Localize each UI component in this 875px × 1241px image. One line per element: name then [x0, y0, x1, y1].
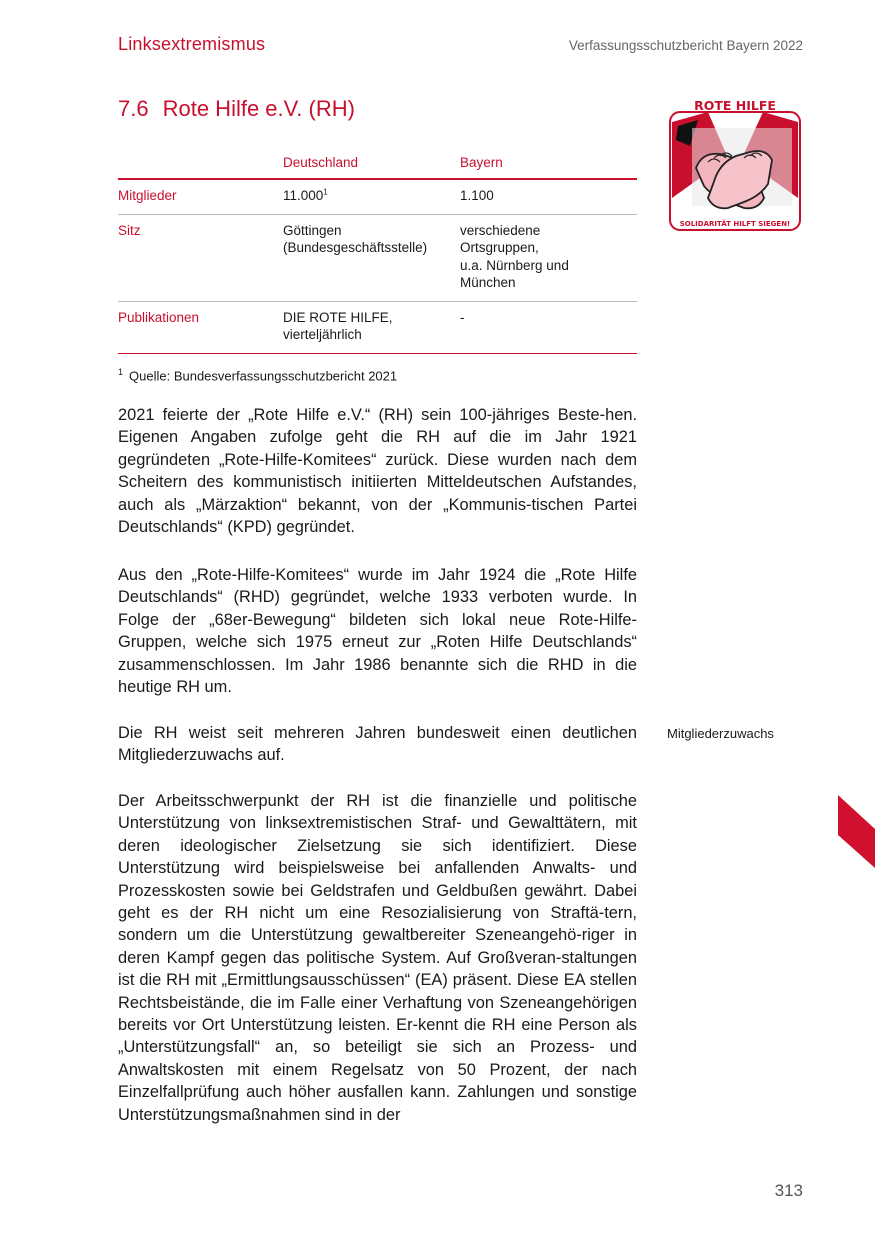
cell-deutschland: 11.000$^1$: [283, 179, 460, 214]
table-header-bayern: Bayern: [460, 152, 637, 179]
chapter-title: Linksextremismus: [118, 34, 266, 54]
section-title-text: Rote Hilfe e.V. (RH): [162, 96, 355, 121]
paragraph-membership: Die RH weist seit mehreren Jahren bundesweit einen deutlichen Mitgliederzuwachs auf.: [118, 724, 637, 765]
section-heading: [118, 96, 355, 122]
paragraph-activities: Der Arbeitsschwerpunkt der RH ist die finanzielle und politische Unterstützung von linksextremistischen Straf- und Gewalttätern, mit deren ideologischer Zielsetzung sie sich identifiziert. Diese Unterstützung wird beispielsweise bei anfallenden Anwalts- und Prozesskosten sowie bei Geldstrafen und Geldbußen gewährt. Dabei geht es der RH nicht um eine Resozialisierung von Straftä-tern, sondern um die Unterstützung gewaltbereiter Szeneangehö-riger in deren Kampf gegen das politische System. Auf Großveran-staltungen ist die RH mit „Ermittlungsausschüssen“ (EA) präsent. Diese EA stellen Rechtsbeistände, die im Falle einer Verhaftung von Szeneangehörigen bereits vor Ort Unterstützung leisten. Er-kennt die RH eine Person als „Unterstützungsfall“ an, so beteiligt sie sich an Prozess- und Anwaltskosten mit einem Regelsatz von 50 Prozent, der nach Einzelfallprüfung auch höher ausfallen kann. Zahlungen und sonstige Unterstützungsmaßnahmen sind in der: [118, 792, 637, 1124]
footnote-mark: 1: [118, 367, 124, 377]
chapter-edge-tab: [838, 795, 875, 868]
footnote: [118, 367, 397, 383]
table-header-empty: [118, 152, 283, 179]
cell-bayern: 1.100: [460, 179, 637, 214]
logo-bottom-text: SOLIDARITÄT HILFT SIEGEN!: [679, 220, 791, 228]
cell-deutschland: DIE ROTE HILFE, vierteljährlich: [283, 301, 460, 353]
cell-deutschland: Göttingen (Bundesgeschäftsstelle): [283, 214, 460, 301]
table-row-sitz: [118, 214, 637, 301]
footnote-text: Quelle: Bundesverfassungsschutzbericht 2021: [129, 368, 398, 384]
table-row-mitglieder: [118, 179, 637, 214]
section-number: 7.6: [118, 96, 149, 121]
row-label: Publikationen: [118, 301, 283, 353]
rote-hilfe-logo: [668, 98, 802, 232]
table-header-deutschland: Deutschland: [283, 152, 460, 179]
page-number: 313: [774, 1181, 803, 1200]
report-title: Verfassungsschutzbericht Bayern 2022: [568, 38, 803, 53]
cell-bayern: -: [460, 301, 637, 353]
footnote-ref: 1: [323, 187, 328, 197]
cell-bayern: verschiedene Ortsgruppen, u.a. Nürnberg und München: [460, 214, 637, 301]
organization-info-table: [118, 152, 637, 354]
paragraph-founding: Aus den „Rote-Hilfe-Komitees“ wurde im Jahr 1924 die „Rote Hilfe Deutschlands“ (RHD) gegründet, welche 1933 verboten wurde. In Folge der „68er-Bewegung“ bildeten sich lokal neue Rote-Hilfe-Gruppen, welche sich 1975 erneut zur „Roten Hilfe Deutschlands“ zusammenschlossen. Im Jahr 1986 benannte sich die RHD in die heutige RH um.: [118, 566, 637, 697]
row-label: Mitglieder: [118, 179, 283, 214]
margin-note: Mitgliederzuwachs: [667, 726, 774, 741]
logo-top-text: ROTE HILFE: [694, 98, 776, 113]
row-label: Sitz: [118, 214, 283, 301]
paragraph-history: 2021 feierte der „Rote Hilfe e.V.“ (RH) sein 100-jähriges Beste-hen. Eigenen Angaben zufolge geht die RH auf die im Jahr 1921 gegründeten „Rote-Hilfe-Komitees“ zurück. Diese wurden nach dem Scheitern des kommunistisch initiierten Mitteldeutschen Aufstandes, auch als „Märzaktion“ bekannt, von der „Kommunis-tischen Partei Deutschlands“ (KPD) gegründet.: [118, 406, 637, 537]
table-header-row: [118, 152, 637, 179]
table-row-publikationen: [118, 301, 637, 353]
